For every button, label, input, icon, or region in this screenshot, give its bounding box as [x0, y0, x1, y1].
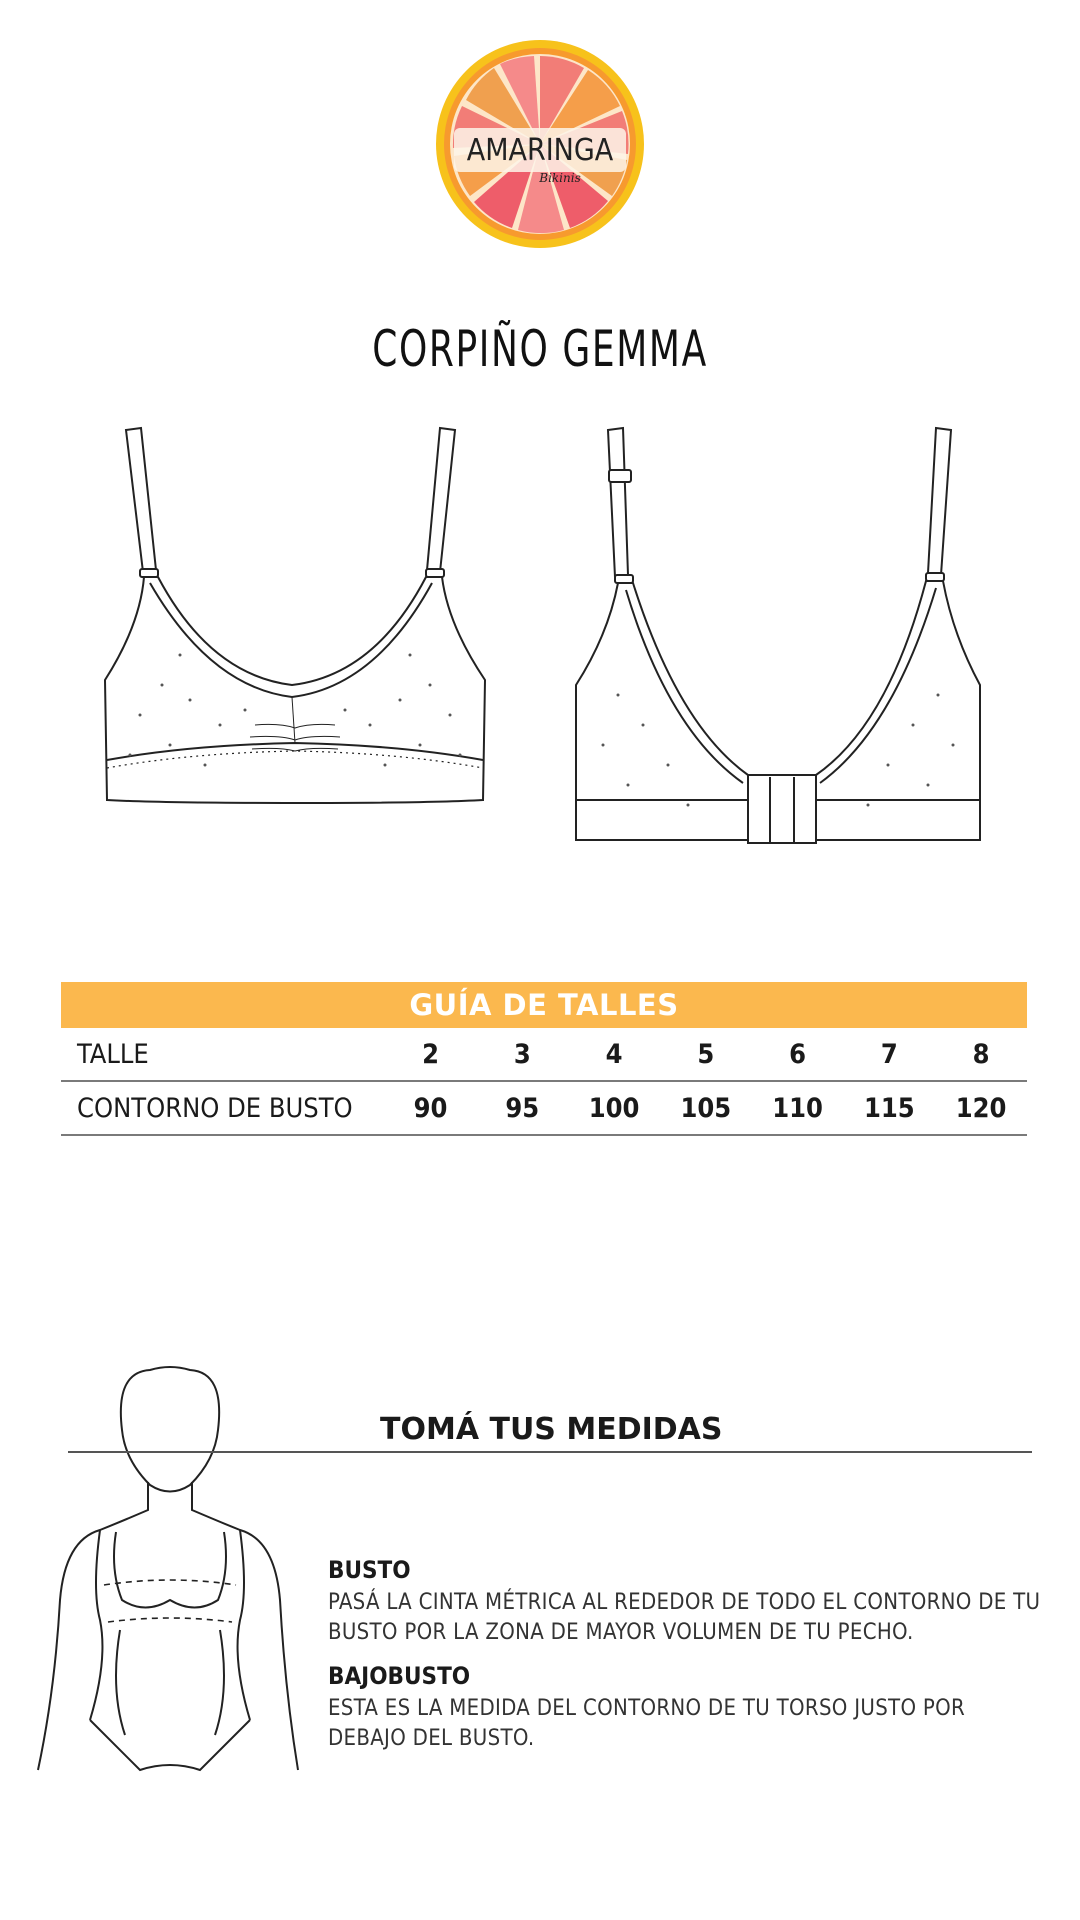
row-label: TALLE	[77, 1038, 149, 1070]
divider	[68, 1451, 1032, 1453]
measurement-heading: BUSTO	[328, 1556, 411, 1584]
bust-cell: 95	[505, 1092, 540, 1124]
measurement-description: ESTA ES LA MEDIDA DEL CONTORNO DE TU TORSO JUSTO POR DEBAJO DEL BUSTO.	[328, 1696, 966, 1751]
bust-cell: 115	[863, 1092, 915, 1124]
size-guide-title: GUÍA DE TALLES	[61, 982, 1027, 1028]
brand-tagline: Bikinis	[539, 171, 581, 185]
bust-cell: 120	[955, 1092, 1007, 1124]
body-figure-illustration	[30, 1360, 310, 1780]
table-row	[61, 1081, 1027, 1135]
measurement-bajobusto	[328, 1662, 1048, 1754]
bust-cell: 100	[588, 1092, 640, 1124]
row-label: CONTORNO DE BUSTO	[77, 1092, 353, 1124]
size-cell: 3	[513, 1038, 531, 1070]
product-title: CORPIÑO GEMMA	[372, 320, 708, 378]
bust-cell: 90	[413, 1092, 448, 1124]
measurement-heading: BAJOBUSTO	[328, 1662, 471, 1690]
size-cell: 6	[789, 1038, 806, 1070]
garment-front-view	[70, 425, 520, 855]
size-guide	[61, 982, 1027, 1136]
grapefruit-logo-icon	[432, 36, 648, 252]
garment-back-view	[558, 425, 1008, 855]
size-cell: 2	[422, 1038, 439, 1070]
size-cell: 5	[697, 1038, 715, 1070]
measurements-title: TOMÁ TUS MEDIDAS	[380, 1412, 723, 1447]
size-cell: 7	[880, 1038, 898, 1070]
size-table	[61, 1028, 1027, 1136]
size-cell: 8	[972, 1038, 990, 1070]
brand-name: AMARINGA	[466, 133, 614, 168]
bust-cell: 105	[680, 1092, 732, 1124]
bust-cell: 110	[772, 1092, 823, 1124]
brand-logo	[432, 36, 648, 252]
measurement-description: PASÁ LA CINTA MÉTRICA AL REDEDOR DE TODO EL CONTORNO DE TU BUSTO POR LA ZONA DE MAYOR VOLUMEN DE TU PECHO.	[328, 1590, 1041, 1645]
table-row	[61, 1028, 1027, 1081]
size-cell: 4	[605, 1038, 623, 1070]
measurement-busto	[328, 1556, 1048, 1648]
